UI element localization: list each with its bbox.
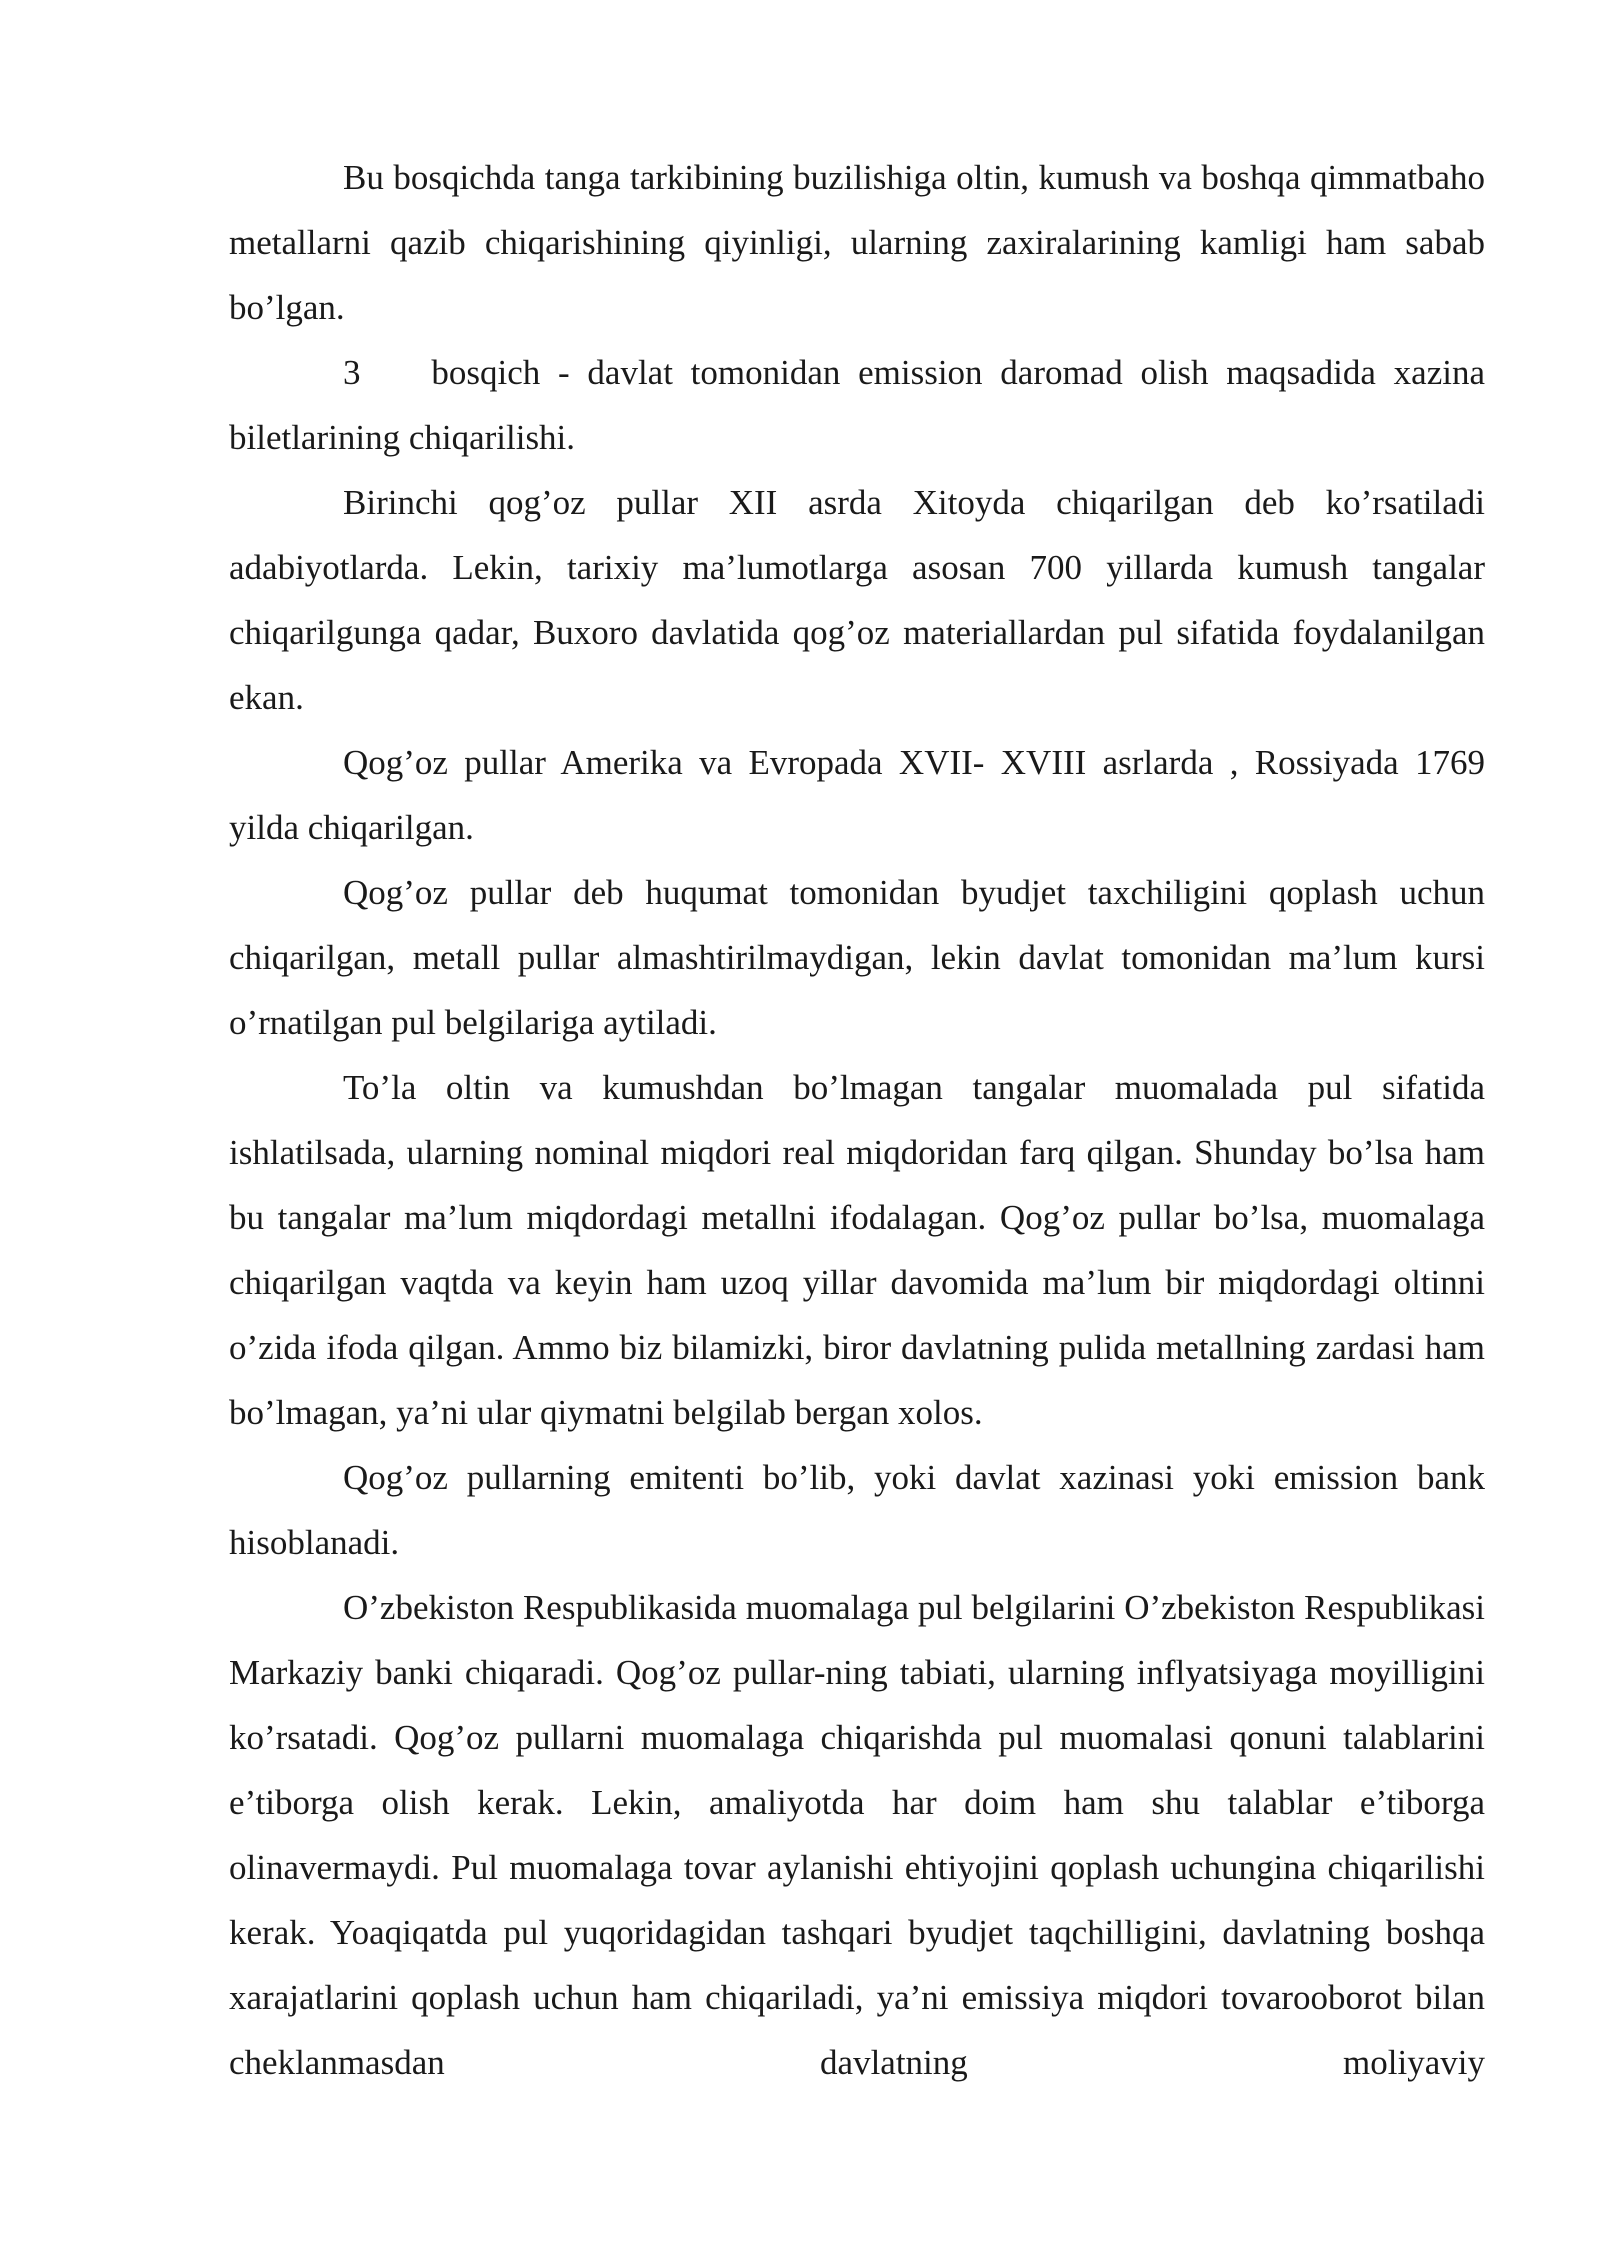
paragraph: Qog’oz pullar deb huqumat tomonidan byudjet taxchiligini qoplash uchun chiqarilgan, metall pullar almashtirilmaydigan, lekin davlat tomonidan ma’lum kursi o’rnatilgan pul belgilariga aytiladi. [229,873,1485,1042]
body-text [229,145,1485,2095]
paragraph: Qog’oz pullar Amerika va Evropada XVII- XVIII asrlarda , Rossiyada 1769 yilda chiqarilgan. [229,743,1485,847]
paragraph: To’la oltin va kumushdan bo’lmagan tangalar muomalada pul sifatida ishlatilsada, ularning nominal miqdori real miqdoridan farq qilgan. Shunday bo’lsa ham bu tangalar ma’lum miqdordagi metallni ifodalagan. Qog’oz pullar bo’lsa, muomalaga chiqarilgan vaqtda va keyin ham uzoq yillar davomida ma’lum bir miqdordagi oltinni o’zida ifoda qilgan. Ammo biz bilamizki, biror davlatning pulida metallning zardasi ham bo’lmagan, ya’ni ular qiymatni belgilab bergan xolos. [229,1068,1485,1432]
paragraph: 3 bosqich - davlat tomonidan emission daromad olish maqsadida xazina biletlarining chiqarilishi. [229,353,1485,457]
paragraph: Birinchi qog’oz pullar XII asrda Xitoyda chiqarilgan deb ko’rsatiladi adabiyotlarda. Lekin, tarixiy ma’lumotlarga asosan 700 yillarda kumush tangalar chiqarilgunga qadar, Buxoro davlatida qog’oz materiallardan pul sifatida foydalanilgan ekan. [229,483,1485,717]
paragraph: Qog’oz pullarning emitenti bo’lib, yoki davlat xazinasi yoki emission bank hisoblanadi. [229,1458,1485,1562]
paragraph: Bu bosqichda tanga tarkibining buzilishiga oltin, kumush va boshqa qimmatbaho metallarni qazib chiqarishining qiyinligi, ularning zaxiralarining kamligi ham sabab bo’lgan. [229,158,1485,327]
paragraph-continued: O’zbekiston Respublikasida muomalaga pul belgilarini O’zbekiston Respublikasi Markaziy banki chiqaradi. Qog’oz pullar-ning tabiati, ularning inflyatsiyaga moyilligini ko’rsatadi. Qog’oz pullarni muomalaga chiqarishda pul muomalasi qonuni talablarini e’tiborga olish kerak. Lekin, amaliyotda har doim ham shu talablar e’tiborga olinavermaydi. Pul muomalaga tovar aylanishi ehtiyojini qoplash uchungina chiqarilishi kerak. Yoaqiqatda pul yuqoridagidan tashqari byudjet taqchilligini, davlatning boshqa xarajatlarini qoplash uchun ham chiqariladi, ya’ni emissiya miqdori tovarooborot bilan cheklanmasdan davlatning moliyaviy [229,1588,1485,2082]
